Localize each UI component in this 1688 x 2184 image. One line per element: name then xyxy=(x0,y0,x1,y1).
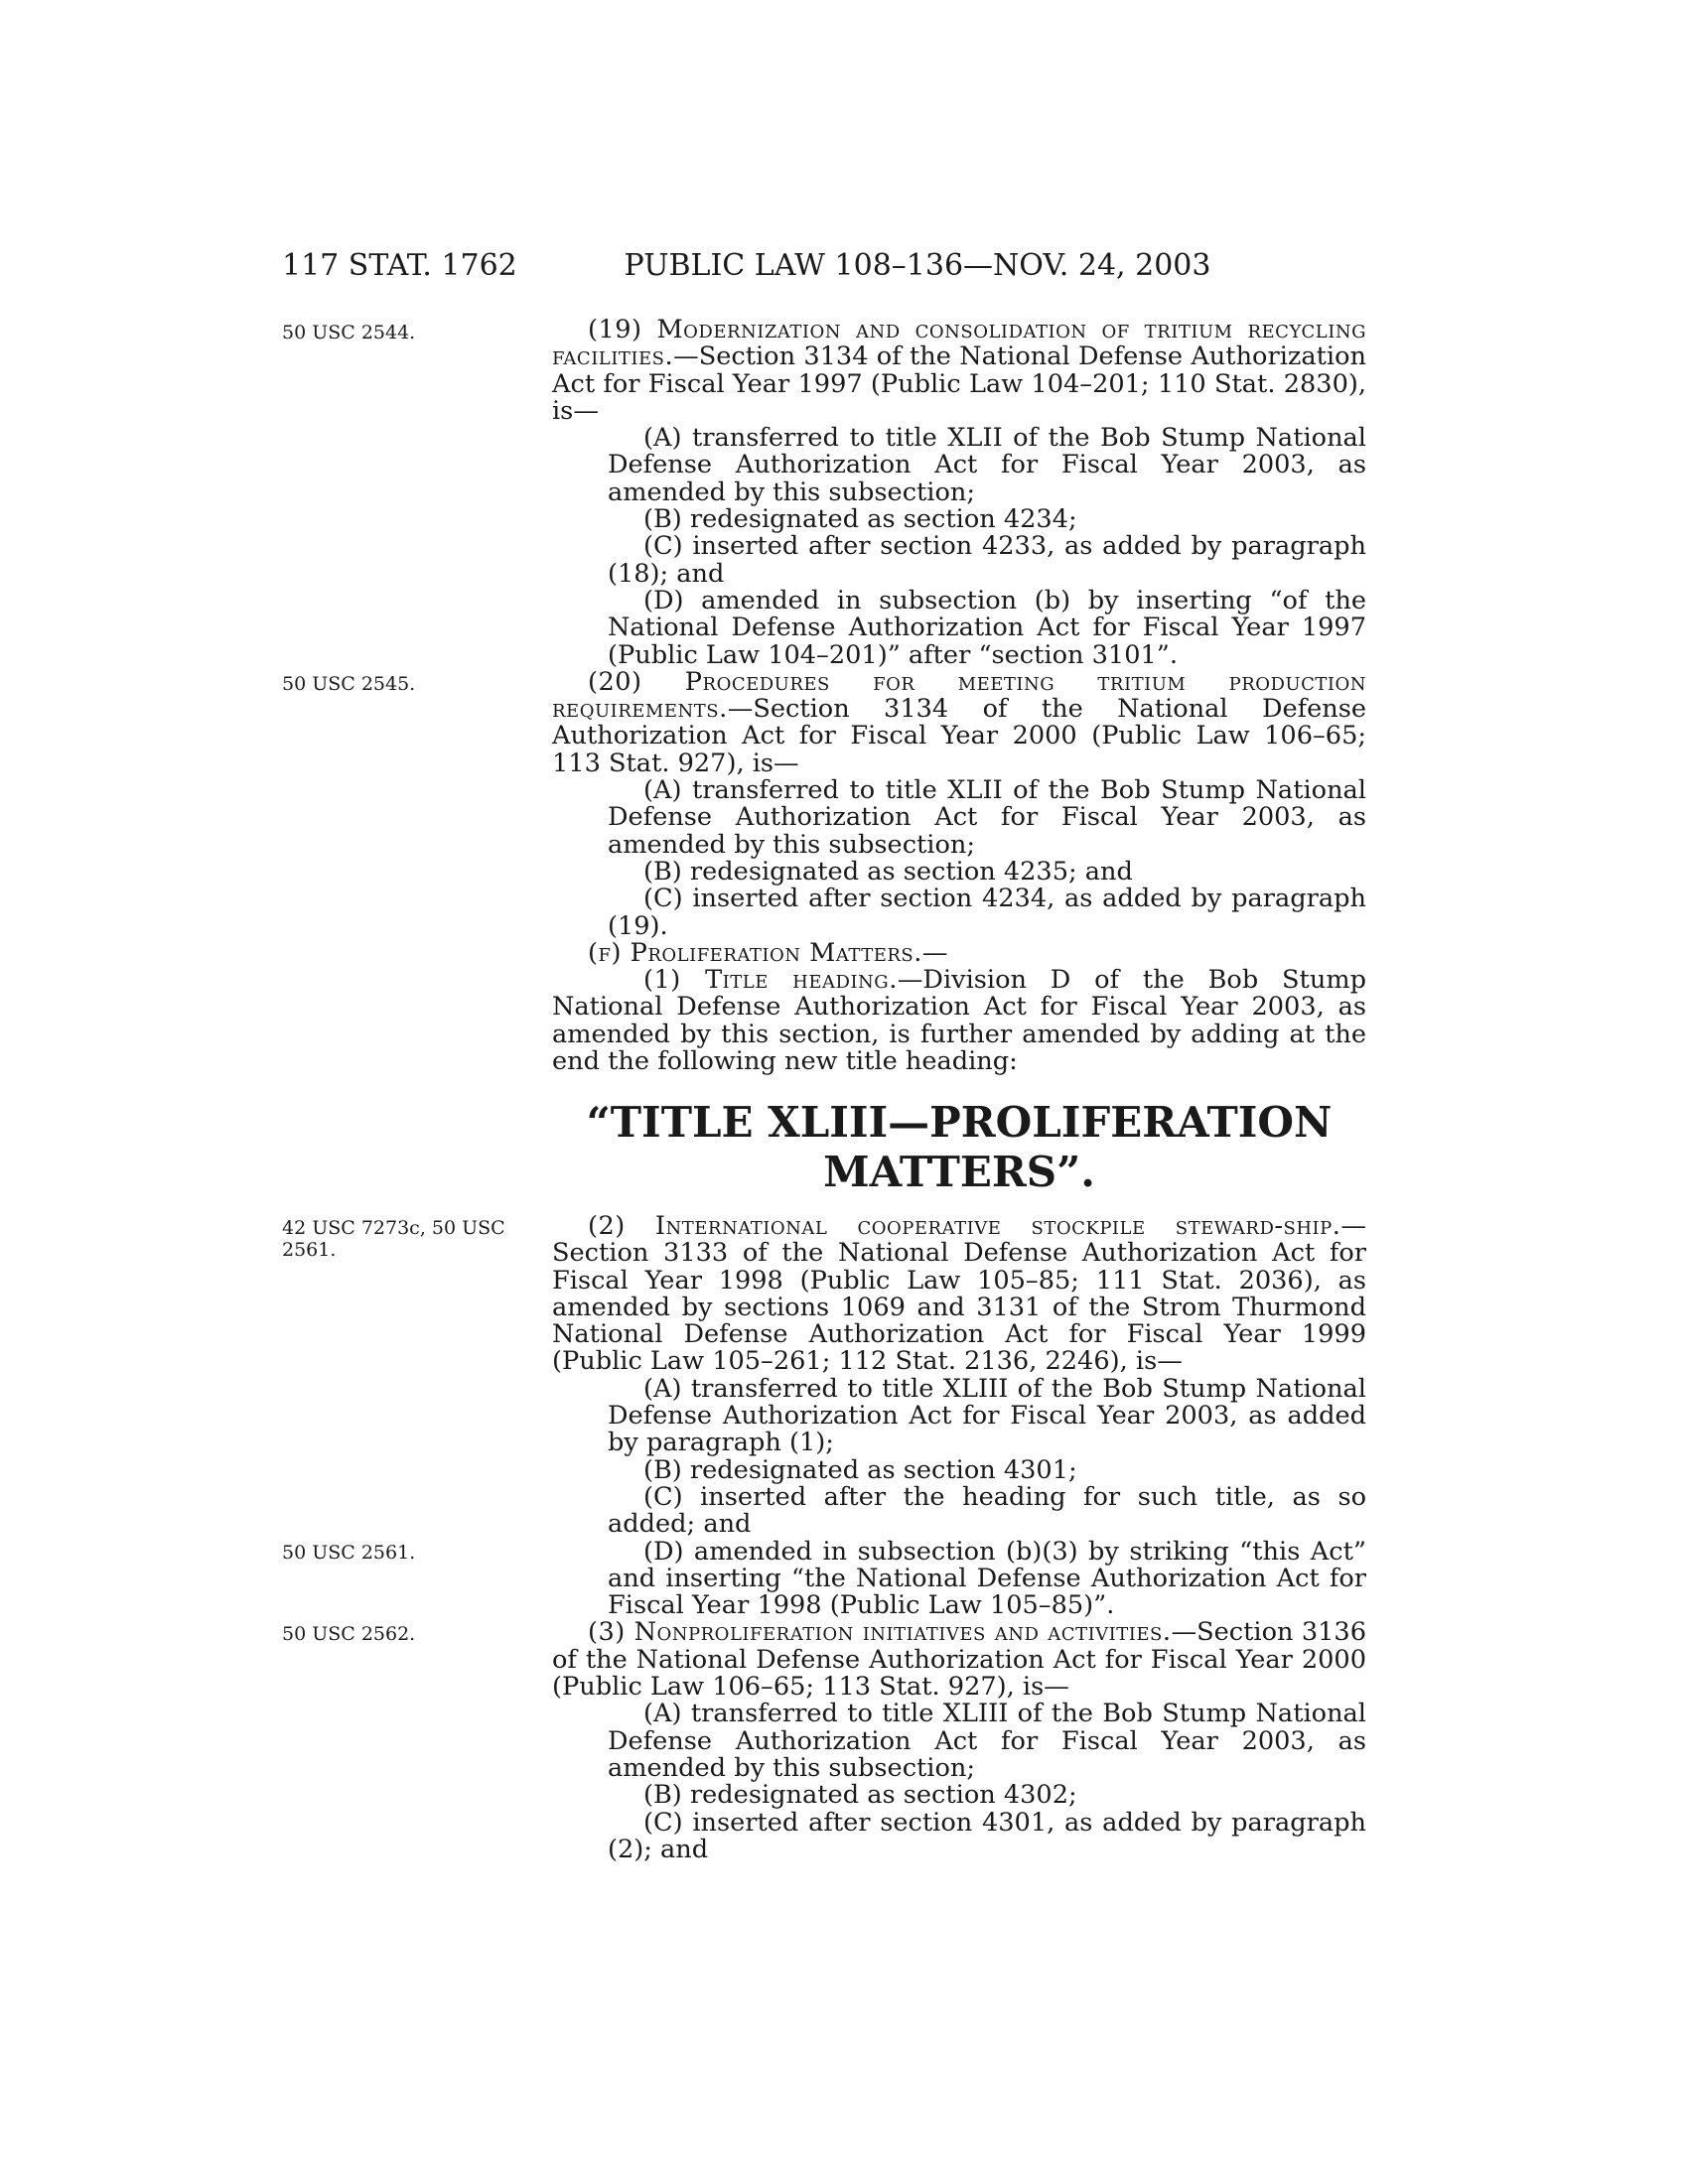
paragraph-20 xyxy=(552,666,1366,778)
public-law-title: PUBLIC LAW 108–136—NOV. 24, 2003 xyxy=(624,248,1211,283)
paragraph-f1 xyxy=(552,967,1366,1075)
paragraph-text: —Division D of the Bob Stump National Defense Authorization Act for Fiscal Year 2003, as amended by this section, is further amended by adding at the end the following new title heading: xyxy=(552,965,1366,1077)
paragraph-heading: (3) Nonproliferation initiatives and activities. xyxy=(588,1617,1172,1648)
paragraph-19 xyxy=(552,317,1366,425)
margin-note: 50 USC 2562. xyxy=(282,1623,416,1645)
subparagraph-3a: (A) transferred to title XLIII of the Bob Stump National Defense Authorization Act for Fiscal Year 2003, as amended by this subsection; xyxy=(608,1699,1366,1783)
margin-note: 50 USC 2561. xyxy=(282,1542,416,1564)
paragraph-2 xyxy=(552,1213,1366,1376)
subparagraph-20a: (A) transferred to title XLII of the Bob Stump National Defense Authorization Act for Fiscal Year 2003, as amended by this subsection; xyxy=(608,775,1366,860)
subparagraph-19b: (B) redesignated as section 4234; xyxy=(643,504,1077,535)
title-heading-line-1: “TITLE XLIII—PROLIFERATION xyxy=(586,1098,1333,1147)
page-header xyxy=(282,246,1374,286)
margin-note: 50 USC 2545. xyxy=(282,673,416,695)
subparagraph-3c: (C) inserted after section 4301, as added by paragraph (2); and xyxy=(608,1807,1366,1864)
subparagraph-2c: (C) inserted after the heading for such title, as so added; and xyxy=(608,1481,1366,1540)
paragraph-text: —Section 3134 of the National Defense Authorization Act for Fiscal Year 1997 (Public Law 104–201; 110 Stat. 2830), is— xyxy=(552,341,1366,426)
margin-note: 50 USC 2544. xyxy=(282,322,416,343)
paragraph-heading: (19) Modernization and consolidation of tritium recycling facilities. xyxy=(552,315,1366,372)
paragraph-heading: (20) Procedures for meeting tritium production requirements. xyxy=(552,666,1366,725)
paragraph-heading: (2) International cooperative stockpile steward-ship. xyxy=(588,1211,1341,1241)
subparagraph-19c: (C) inserted after section 4233, as added by paragraph (18); and xyxy=(608,531,1366,589)
subparagraph-20c: (C) inserted after section 4234, as added by paragraph (19). xyxy=(608,884,1366,941)
body-block-2 xyxy=(552,1213,1366,1863)
subsection-dash: — xyxy=(921,937,948,968)
paragraph-text: —Section 3133 of the National Defense Authorization Act for Fiscal Year 1998 (Public Law 105–85; 111 Stat. 2036), as amended by sections 1069 and 3131 of the Strom Thurmond National Defense Authorization Act for Fiscal Year 1999 (Public Law 105–261; 112 Stat. 2136, 2246), is— xyxy=(552,1211,1366,1377)
subparagraph-19a: (A) transferred to title XLII of the Bob Stump National Defense Authorization Act for Fiscal Year 2003, as amended by this subsection; xyxy=(608,423,1366,507)
paragraph-text: —Section 3134 of the National Defense Authorization Act for Fiscal Year 2000 (Public Law 106–65; 113 Stat. 927), is— xyxy=(552,694,1366,778)
stat-citation: 117 STAT. 1762 xyxy=(282,248,517,283)
paragraph-3 xyxy=(552,1619,1366,1701)
subparagraph-3b: (B) redesignated as section 4302; xyxy=(643,1780,1077,1811)
paragraph-text: —Section 3136 of the National Defense Authorization Act for Fiscal Year 2000 (Public Law 106–65; 113 Stat. 927), is— xyxy=(552,1617,1366,1703)
subparagraph-2d: (D) amended in subsection (b)(3) by striking “this Act” and inserting “the National Defense Authorization Act for Fiscal Year 1998 (Public Law 105–85)”. xyxy=(608,1536,1366,1621)
title-heading-line-2: MATTERS”. xyxy=(823,1148,1095,1196)
subparagraph-19d: (D) amended in subsection (b) by inserting “of the National Defense Authorization Act for Fiscal Year 1997 (Public Law 104–201)” after “section 3101”. xyxy=(608,585,1366,670)
title-heading xyxy=(552,1098,1366,1197)
paragraph-heading: (1) Title heading. xyxy=(643,965,898,996)
subsection-heading: (f) Proliferation Matters. xyxy=(588,937,922,968)
subsection-f xyxy=(552,937,1366,968)
subparagraph-2a: (A) transferred to title XLIII of the Bob Stump National Defense Authorization Act for Fiscal Year 2003, as added by paragraph (1); xyxy=(608,1373,1366,1458)
margin-note: 42 USC 7273c, 50 USC 2561. xyxy=(282,1217,505,1261)
subparagraph-20b: (B) redesignated as section 4235; and xyxy=(643,856,1133,887)
subparagraph-2b: (B) redesignated as section 4301; xyxy=(643,1454,1077,1485)
body-block-1 xyxy=(552,317,1366,1075)
